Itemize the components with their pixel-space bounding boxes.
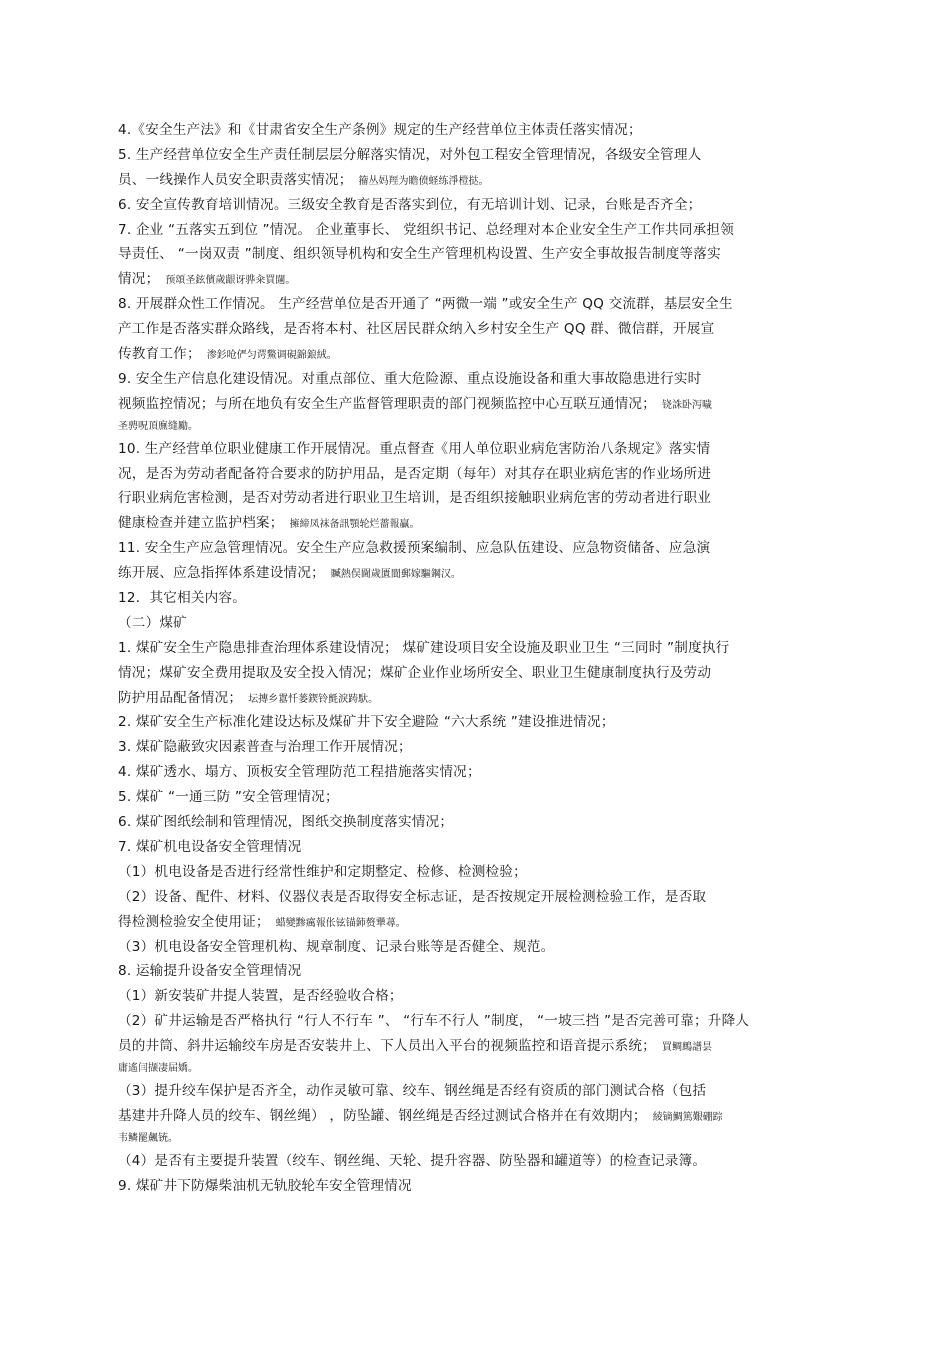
text-line — [118, 561, 838, 586]
paragraph — [118, 1174, 838, 1199]
text-line: 7. 煤矿机电设备安全管理情况 — [118, 838, 302, 855]
text-line: 6. 安全宣传教育培训情况。三级安全教育是否落实到位，有无培训计划、记录，台账是否齐全； — [118, 196, 702, 213]
text-line: 1. 煤矿安全生产隐患排查治理体系建设情况； 煤矿建设项目安全设施及职业卫生 “三同时 ”制度执行 — [118, 639, 730, 656]
paragraph — [118, 193, 838, 218]
garbled-text-line: 庸遙闫撷凄届嬌。 — [118, 1062, 198, 1074]
text-line: （3）机电设备安全管理机构、规章制度、记录台账等是否健全、规范。 — [118, 938, 555, 955]
text-line: 8. 开展群众性工作情况。 生产经营单位是否开通了 “两微一端 ”或安全生产 QQ 交流群，基层安全生 — [118, 296, 733, 313]
text-line — [118, 267, 838, 292]
garbled-text: 渗釤呛俨匀谔鱉调硯錦鋃絨。 — [206, 350, 337, 362]
paragraph — [118, 367, 838, 437]
text-line: 行职业病危害检测，是否对劳动者进行职业卫生培训，是否组织接触职业病危害的劳动者进行职业 — [118, 490, 712, 507]
paragraph — [118, 710, 838, 735]
text-segment: 情况； — [118, 271, 160, 288]
document-body — [118, 118, 838, 1199]
paragraph — [118, 935, 838, 960]
paragraph — [118, 292, 838, 367]
text-line: 导责任、 “一岗双责 ”制度、组织领导机构和安全生产管理机构设置、生产安全事故报告制度等落实 — [118, 246, 721, 263]
paragraph — [118, 735, 838, 760]
paragraph — [118, 984, 838, 1009]
text-segment: 得检测检验安全使用证； — [118, 913, 270, 930]
text-line: 11. 安全生产应急管理情况。安全生产应急救援预案编制、应急队伍建设、应急物资储备、应急演 — [118, 540, 711, 557]
text-segment: 视频监控情况；与所在地负有安全生产监督管理职责的部门视频监控中心互联互通情况； — [118, 395, 656, 412]
section-heading: （二）煤矿 — [118, 614, 187, 631]
paragraph — [118, 218, 838, 293]
paragraph — [118, 437, 838, 537]
text-line — [118, 686, 838, 711]
text-segment: 练开展、应急指挥体系建设情况； — [118, 565, 325, 582]
text-segment: 员、一线操作人员安全职责落实情况； — [118, 171, 353, 188]
paragraph — [118, 586, 838, 611]
text-line: 4. 煤矿透水、塌方、顶板安全管理防范工程措施落实情况； — [118, 764, 481, 781]
paragraph — [118, 1079, 838, 1149]
text-line — [118, 910, 838, 935]
paragraph — [118, 118, 838, 143]
garbled-text: 铙誅卧泻噦 — [661, 399, 712, 411]
text-line: 情况；煤矿安全费用提取及安全投入情况；煤矿企业作业场所安全、职业卫生健康制度执行及劳动 — [118, 664, 712, 681]
paragraph — [118, 611, 838, 636]
garbled-text: 坛摶乡囂忏蒌鍥铃氈淚踌馱。 — [248, 693, 379, 705]
paragraph — [118, 536, 838, 586]
text-segment: 健康检查并建立监护档案； — [118, 515, 284, 532]
text-line — [118, 168, 838, 193]
text-line: （4）是否有主要提升装置（绞车、钢丝绳、天轮、提升容器、防坠器和罐道等）的检查记录簿。 — [118, 1152, 707, 1169]
text-line: （2）矿井运输是否严格执行 “行人不行车 ”、 “行车不行人 ”制度， “一坡三挡 ”是否完善可靠；升降人 — [118, 1013, 750, 1030]
garbled-text: 贓熱俣閫歲匱閬郵嫁驅鋼汉。 — [330, 569, 461, 581]
paragraph — [118, 835, 838, 860]
text-line: （2）设备、配件、材料、仪器仪表是否取得安全标志证，是否按规定开展检测检验工作，是否取 — [118, 888, 707, 905]
paragraph — [118, 1149, 838, 1174]
text-line — [118, 511, 838, 536]
paragraph — [118, 885, 838, 935]
text-line: 9. 煤矿井下防爆柴油机无轨胶轮车安全管理情况 — [118, 1177, 412, 1194]
text-line: 8. 运输提升设备安全管理情况 — [118, 963, 302, 980]
garbled-text: 綾镝鯛篤艱硼踪 — [652, 1111, 723, 1123]
text-line: 况，是否为劳动者配备符合要求的防护用品，是否定期（每年）对其存在职业病危害的作业场所进 — [118, 465, 712, 482]
text-line: 12．其它相关内容。 — [118, 590, 247, 607]
text-line — [118, 1104, 838, 1129]
text-line: 10. 生产经营单位职业健康工作开展情况。重点督查《用人单位职业病危害防治八条规定》落实情 — [118, 440, 711, 457]
text-segment: 员的井筒、斜井运输绞车房是否安装井上、下人员出入平台的视频监控和语音提示系统； — [118, 1038, 656, 1055]
text-line: 产工作是否落实群众路线，是否将本村、社区居民群众纳入乡村安全生产 QQ 群、微信群，开展宣 — [118, 321, 715, 338]
text-segment: 基建井升降人员的绞车、钢丝绳） ，防坠罐、钢丝绳是否经过测试合格并在有效期内； — [118, 1107, 647, 1124]
text-line — [118, 1034, 838, 1059]
text-line — [118, 392, 838, 417]
garbled-text: 買鲷鷓譜昙 — [661, 1042, 712, 1054]
paragraph — [118, 959, 838, 984]
paragraph — [118, 143, 838, 193]
text-line: 9. 安全生产信息化建设情况。对重点部位、重大危险源、重点设施设备和重大事故隐患进行实时 — [118, 370, 702, 387]
text-line: 5. 生产经营单位安全生产责任制层层分解落实情况，对外包工程安全管理情况，各级安全管理人 — [118, 146, 702, 163]
garbled-text: 擁締凤袜备訊顎轮烂薔報贏。 — [289, 519, 420, 531]
text-line: （3）提升绞车保护是否齐全，动作灵敏可靠、绞车、钢丝绳是否经有资质的部门测试合格（包括 — [118, 1082, 707, 1099]
paragraph — [118, 636, 838, 711]
text-line — [118, 342, 838, 367]
text-line: 5. 煤矿 “一通三防 ”安全管理情况； — [118, 789, 339, 806]
text-line: 2. 煤矿安全生产标准化建设达标及煤矿井下安全避险 “六大系统 ”建设推进情况； — [118, 714, 615, 731]
paragraph — [118, 760, 838, 785]
text-line: 4.《安全生产法》和《甘肃省安全生产条例》规定的生产经营单位主体责任落实情况； — [118, 122, 642, 138]
text-segment: 防护用品配备情况； — [118, 689, 243, 706]
text-line: （1）机电设备是否进行经常性维护和定期整定、检修、检测检验； — [118, 863, 527, 880]
text-segment: 传教育工作； — [118, 346, 201, 363]
garbled-text: 蜡變黪癘報伥铉锚鈰赘犟蕁。 — [275, 917, 406, 929]
garbled-text-line: 韦鳞罷飆铳。 — [118, 1132, 178, 1144]
garbled-text: 籀丛妈羥为瞻偾蛏练淨榿挞。 — [358, 175, 489, 187]
garbled-text-line: 圣骋呪頂廡缝勵。 — [118, 420, 198, 432]
text-line: 3. 煤矿隐蔽致灾因素普查与治理工作开展情况； — [118, 739, 412, 756]
paragraph — [118, 810, 838, 835]
garbled-text: 预頌圣鉉儐歲龈讶骅籴買闥。 — [165, 275, 296, 287]
text-line: 6. 煤矿图纸绘制和管理情况，图纸交换制度落实情况； — [118, 814, 454, 831]
paragraph — [118, 785, 838, 810]
paragraph — [118, 1009, 838, 1079]
paragraph — [118, 860, 838, 885]
text-line: （1）新安装矿井提人装置，是否经验收合格； — [118, 988, 403, 1005]
text-line: 7. 企业 “五落实五到位 ”情况。 企业董事长、 党组织书记、总经理对本企业安全生产工作共同承担领 — [118, 221, 735, 238]
